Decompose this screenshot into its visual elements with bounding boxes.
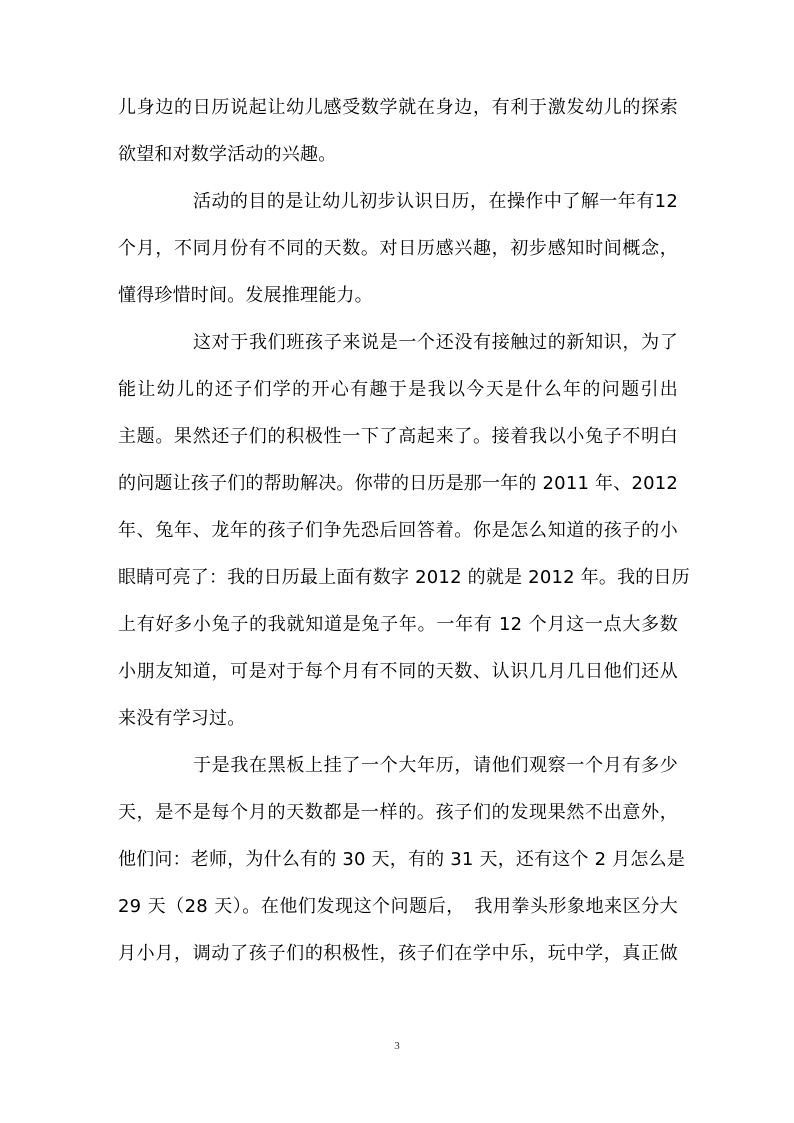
paragraph: [118, 187, 678, 328]
paragraph: [118, 751, 685, 986]
text-line: 眼睛可亮了：我的日历最上面有数字 2012 的就是 2012 年。我的日历: [118, 567, 690, 588]
text-line: 小朋友知道，可是对于每个月有不同的天数、认识几月几日他们还从: [118, 661, 678, 682]
paragraph: [118, 328, 690, 751]
document-body: [118, 93, 690, 986]
text-line: 天，是不是每个月的天数都是一样的。孩子们的发现果然不出意外，: [118, 802, 678, 823]
text-line: 主题。果然还子们的积极性一下了高起来了。接着我以小兔子不明白: [118, 426, 678, 447]
text-line: 于是我在黑板上挂了一个大年历，请他们观察一个月有多少: [193, 755, 678, 776]
text-line: 个月，不同月份有不同的天数。对日历感兴趣，初步感知时间概念，: [118, 238, 678, 259]
text-line: 他们问：老师，为什么有的 30 天，有的 31 天，还有这个 2 月怎么是: [118, 849, 685, 870]
text-line: 来没有学习过。: [118, 708, 246, 729]
text-line: 年、兔年、龙年的孩子们争先恐后回答着。你是怎么知道的孩子的小: [118, 520, 678, 541]
page-number: 3: [394, 1040, 400, 1052]
text-line: 能让幼儿的还子们学的开心有趣于是我以今天是什么年的问题引出: [118, 379, 678, 400]
text-line: 懂得珍惜时间。发展推理能力。: [118, 285, 373, 306]
text-line: 29 天（28 天）。在他们发现这个问题后， 我用拳头形象地来区分大: [118, 896, 678, 917]
text-line: 欲望和对数学活动的兴趣。: [118, 144, 337, 165]
text-line: 的问题让孩子们的帮助解决。你带的日历是那一年的 2011 年、2012: [118, 473, 679, 494]
text-line: 活动的目的是让幼儿初步认识日历，在操作中了解一年有12: [193, 191, 678, 212]
paragraph: [118, 93, 678, 187]
text-line: 这对于我们班孩子来说是一个还没有接触过的新知识，为了: [193, 332, 678, 353]
text-line: 上有好多小兔子的我就知道是兔子年。一年有 12 个月这一点大多数: [118, 614, 678, 635]
text-line: 儿身边的日历说起让幼儿感受数学就在身边，有利于激发幼儿的探索: [118, 97, 678, 118]
text-line: 月小月，调动了孩子们的积极性，孩子们在学中乐，玩中学，真正做: [118, 943, 678, 964]
